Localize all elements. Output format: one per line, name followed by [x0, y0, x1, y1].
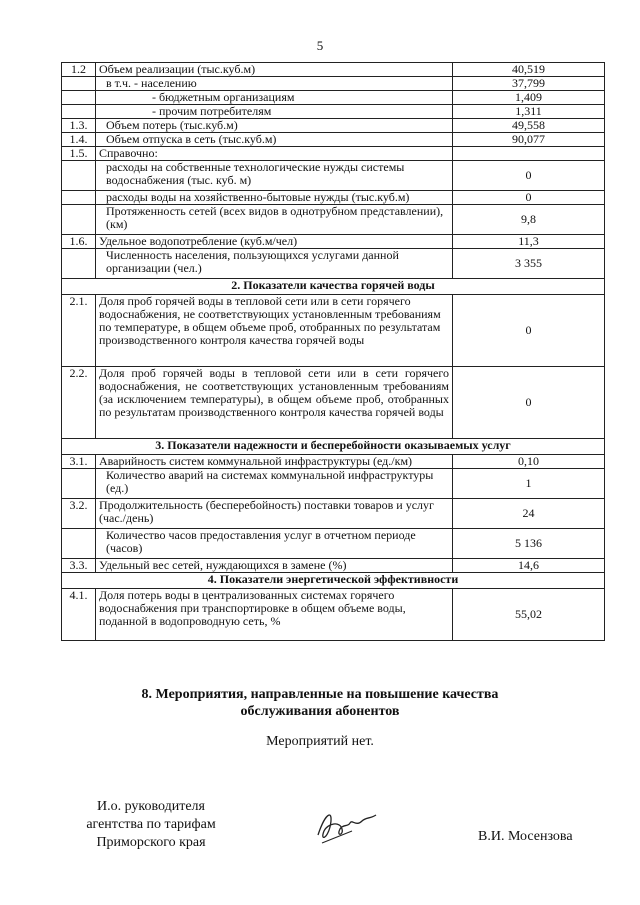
- table-row: [62, 191, 605, 205]
- row-number: 1.5.: [62, 147, 96, 161]
- row-indicator: Удельное водопотребление (куб.м/чел): [96, 235, 453, 249]
- table-section-volumes: [62, 63, 605, 279]
- row-number: [62, 205, 96, 235]
- row-indicator: - прочим потребителям: [96, 105, 453, 119]
- row-value: 55,02: [453, 589, 605, 641]
- row-value: 0,10: [453, 455, 605, 469]
- row-value: 37,799: [453, 77, 605, 91]
- row-value: 5 136: [453, 529, 605, 559]
- row-value: 0: [453, 367, 605, 439]
- row-indicator: Численность населения, пользующихся услугами данной организации (чел.): [96, 249, 453, 279]
- row-value: 90,077: [453, 133, 605, 147]
- row-indicator: Количество часов предоставления услуг в отчетном периоде (часов): [96, 529, 453, 559]
- table-row: [62, 147, 605, 161]
- signer-position-line2: агентства по тарифам: [86, 817, 216, 832]
- section-heading-energy: 4. Показатели энергетической эффективности: [62, 573, 605, 589]
- signer-position-line3: Приморского края: [96, 835, 206, 850]
- measures-note: Мероприятий нет.: [266, 734, 374, 749]
- row-indicator: Доля проб горячей воды в тепловой сети или в сети горячего водоснабжения, не соответствующих установленным требованиям по температуре, в общем объеме проб, отобранных по результатам производственного контроля качества горячей воды: [96, 295, 453, 367]
- row-number: 3.3.: [62, 559, 96, 573]
- row-number: 2.1.: [62, 295, 96, 367]
- table-row: [62, 235, 605, 249]
- indicators-table: [61, 62, 605, 641]
- row-number: 2.2.: [62, 367, 96, 439]
- section-heading-reliability: 3. Показатели надежности и бесперебойности оказываемых услуг: [62, 439, 605, 455]
- row-value: 24: [453, 499, 605, 529]
- row-number: 3.2.: [62, 499, 96, 529]
- row-value: 0: [453, 161, 605, 191]
- table-section-reliability: [62, 439, 605, 455]
- row-value: 11,3: [453, 235, 605, 249]
- row-indicator: расходы воды на хозяйственно-бытовые нужды (тыс.куб.м): [96, 191, 453, 205]
- table-section-energy: [62, 573, 605, 589]
- table-row: [62, 249, 605, 279]
- row-value: 40,519: [453, 63, 605, 77]
- table-row: [62, 367, 605, 439]
- table-row: [62, 63, 605, 77]
- table-row: [62, 161, 605, 191]
- table-row: [62, 589, 605, 641]
- table-row: [62, 105, 605, 119]
- table-row: [62, 499, 605, 529]
- table-section-hot-water-rows: [62, 295, 605, 439]
- row-indicator: Объем потерь (тыс.куб.м): [96, 119, 453, 133]
- row-indicator: Доля потерь воды в централизованных системах горячего водоснабжения при транспортировке в общем объеме воды, поданной в водопроводную сеть, %: [96, 589, 453, 641]
- table-row: [62, 529, 605, 559]
- row-number: 4.1.: [62, 589, 96, 641]
- table-row: [62, 133, 605, 147]
- row-value: 1,311: [453, 105, 605, 119]
- table-row: [62, 77, 605, 91]
- row-indicator: Доля проб горячей воды в тепловой сети или в сети горячего водоснабжения, не соответствующих установленным требованиям (за исключением температуры), в общем объеме проб, отобранных по результатам производственного контроля качества горячей воды: [96, 367, 453, 439]
- row-number: [62, 249, 96, 279]
- row-indicator: Объем реализации (тыс.куб.м): [96, 63, 453, 77]
- table-section-reliability-rows: [62, 455, 605, 573]
- row-number: [62, 191, 96, 205]
- row-number: [62, 469, 96, 499]
- section-heading-hot-water: 2. Показатели качества горячей воды: [62, 279, 605, 295]
- table-row: [62, 455, 605, 469]
- page-number: 5: [316, 38, 324, 53]
- row-indicator: расходы на собственные технологические нужды системы водоснабжения (тыс. куб. м): [96, 161, 453, 191]
- row-number: [62, 77, 96, 91]
- row-number: [62, 161, 96, 191]
- row-number: [62, 105, 96, 119]
- table-row: [62, 469, 605, 499]
- row-number: 3.1.: [62, 455, 96, 469]
- table-row: [62, 205, 605, 235]
- row-indicator: Продолжительность (бесперебойность) поставки товаров и услуг (час./день): [96, 499, 453, 529]
- row-indicator: в т.ч. - населению: [96, 77, 453, 91]
- section-8-heading-line2: обслуживания абонентов: [240, 704, 400, 719]
- row-value: 14,6: [453, 559, 605, 573]
- table-section-hot-water: [62, 279, 605, 295]
- signer-name: В.И. Мосензова: [478, 829, 573, 844]
- row-number: [62, 91, 96, 105]
- table-row: [62, 559, 605, 573]
- row-indicator: Количество аварий на системах коммунальной инфраструктуры (ед.): [96, 469, 453, 499]
- row-value: 49,558: [453, 119, 605, 133]
- signer-position-line1: И.о. руководителя: [96, 799, 205, 814]
- row-indicator: Удельный вес сетей, нуждающихся в замене (%): [96, 559, 453, 573]
- row-value: [453, 147, 605, 161]
- row-value: 1,409: [453, 91, 605, 105]
- row-indicator: Аварийность систем коммунальной инфраструктуры (ед./км): [96, 455, 453, 469]
- table-row: [62, 295, 605, 367]
- signer-position: [66, 798, 236, 852]
- table-row: [62, 91, 605, 105]
- row-indicator: Справочно:: [96, 147, 453, 161]
- row-number: 1.6.: [62, 235, 96, 249]
- handwritten-signature: [312, 805, 382, 847]
- row-indicator: Объем отпуска в сеть (тыс.куб.м): [96, 133, 453, 147]
- row-number: 1.4.: [62, 133, 96, 147]
- row-value: 9,8: [453, 205, 605, 235]
- row-value: 1: [453, 469, 605, 499]
- row-indicator: - бюджетным организациям: [96, 91, 453, 105]
- row-number: [62, 529, 96, 559]
- row-number: 1.2: [62, 63, 96, 77]
- row-value: 0: [453, 191, 605, 205]
- table-section-energy-rows: [62, 589, 605, 641]
- row-number: 1.3.: [62, 119, 96, 133]
- row-value: 0: [453, 295, 605, 367]
- section-8-heading-line1: 8. Мероприятия, направленные на повышение качества: [141, 687, 499, 702]
- row-indicator: Протяженность сетей (всех видов в однотрубном представлении), (км): [96, 205, 453, 235]
- table-row: [62, 119, 605, 133]
- section-8-heading: [0, 686, 640, 720]
- row-value: 3 355: [453, 249, 605, 279]
